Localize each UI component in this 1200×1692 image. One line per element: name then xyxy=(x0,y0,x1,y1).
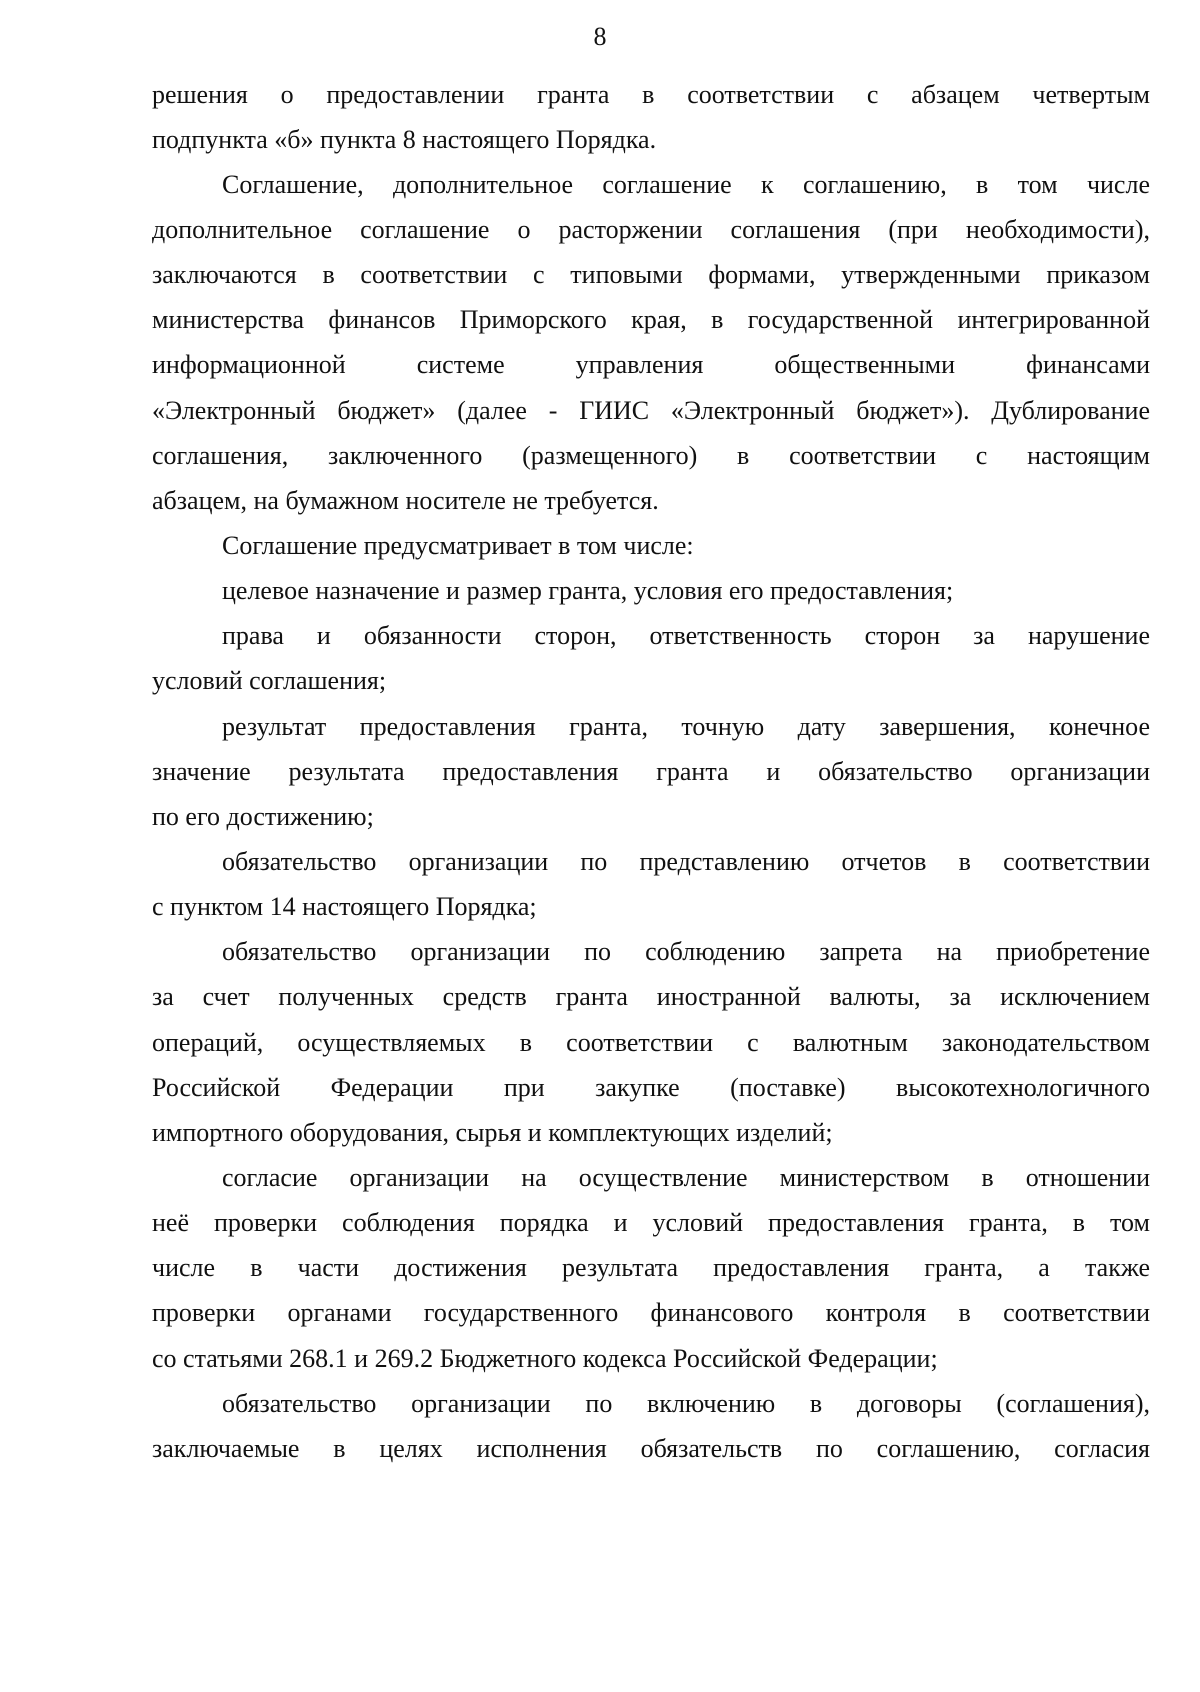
text-line: результат предоставления гранта, точную дату завершения, конечное xyxy=(222,712,1150,741)
text-line: условий соглашения; xyxy=(152,666,387,695)
text-line: целевое назначение и размер гранта, условия его предоставления; xyxy=(222,576,954,605)
page-number: 8 xyxy=(593,22,607,51)
text-line: проверки органами государственного финансового контроля в соответствии xyxy=(152,1298,1150,1327)
text-line: информационной системе управления общественными финансами xyxy=(152,350,1150,379)
text-line: подпункта «б» пункта 8 настоящего Порядка. xyxy=(152,125,657,154)
text-line: обязательство организации по соблюдению запрета на приобретение xyxy=(222,937,1150,966)
text-line: за счет полученных средств гранта иностранной валюты, за исключением xyxy=(152,982,1150,1011)
text-line: абзацем, на бумажном носителе не требуется. xyxy=(152,486,659,515)
text-line: соглашения, заключенного (размещенного) в соответствии с настоящим xyxy=(152,441,1150,470)
text-line: по его достижению; xyxy=(152,802,374,831)
text-line: согласие организации на осуществление министерством в отношении xyxy=(222,1163,1150,1192)
text-line: с пунктом 14 настоящего Порядка; xyxy=(152,892,537,921)
text-line: неё проверки соблюдения порядка и условий предоставления гранта, в том xyxy=(152,1208,1150,1237)
text-line: дополнительное соглашение о расторжении соглашения (при необходимости), xyxy=(152,215,1150,244)
text-line: числе в части достижения результата предоставления гранта, а также xyxy=(152,1253,1150,1282)
text-line: обязательство организации по включению в договоры (соглашения), xyxy=(222,1389,1150,1418)
text-line: «Электронный бюджет» (далее - ГИИС «Электронный бюджет»). Дублирование xyxy=(152,396,1150,425)
text-line: заключаются в соответствии с типовыми формами, утвержденными приказом xyxy=(152,260,1150,289)
text-line: Российской Федерации при закупке (поставке) высокотехнологичного xyxy=(152,1073,1150,1102)
text-line: обязательство организации по представлению отчетов в соответствии xyxy=(222,847,1150,876)
text-line: заключаемые в целях исполнения обязательств по соглашению, согласия xyxy=(152,1434,1150,1463)
text-line: со статьями 268.1 и 269.2 Бюджетного кодекса Российской Федерации; xyxy=(152,1344,938,1373)
text-line: операций, осуществляемых в соответствии с валютным законодательством xyxy=(152,1028,1150,1057)
text-line: импортного оборудования, сырья и комплектующих изделий; xyxy=(152,1118,833,1147)
text-line: решения о предоставлении гранта в соответствии с абзацем четвертым xyxy=(152,80,1150,109)
text-line: министерства финансов Приморского края, в государственной интегрированной xyxy=(152,305,1150,334)
text-line: права и обязанности сторон, ответственность сторон за нарушение xyxy=(222,621,1150,650)
text-line: значение результата предоставления гранта и обязательство организации xyxy=(152,757,1150,786)
text-line: Соглашение предусматривает в том числе: xyxy=(222,531,694,560)
text-line: Соглашение, дополнительное соглашение к соглашению, в том числе xyxy=(222,170,1150,199)
